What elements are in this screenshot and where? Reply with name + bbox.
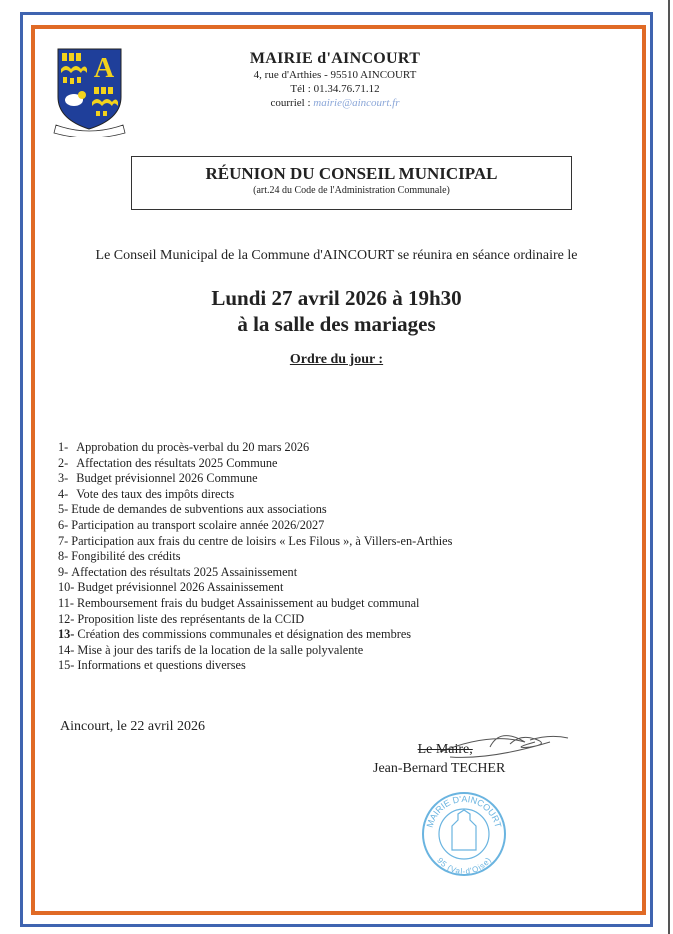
agenda-item [58, 658, 452, 674]
email-label: courriel : [270, 97, 314, 109]
letterhead [200, 50, 470, 110]
agenda-item-text: Affectation des résultats 2025 Commune [76, 455, 278, 470]
agenda-item-text: Participation aux frais du centre de loisirs « Les Filous », à Villers-en-Arthies [71, 533, 453, 548]
place-date: Aincourt, le 22 avril 2026 [60, 719, 206, 734]
agenda-item [58, 643, 452, 659]
agenda-item-number: 10- [58, 580, 75, 595]
mairie-email-line [200, 96, 470, 110]
agenda-item-text: Vote des taux des impôts directs [76, 486, 235, 501]
agenda-item-number: 12- [58, 611, 75, 626]
agenda-item [58, 487, 452, 503]
agenda-item [58, 596, 452, 612]
agenda-item-text: Approbation du procès-verbal du 20 mars 2026 [76, 440, 310, 454]
mairie-phone: Tél : 01.34.76.71.12 [290, 83, 380, 95]
svg-text:MAIRIE D'AINCOURT [425, 794, 504, 829]
meeting-info [0, 285, 673, 337]
official-stamp [420, 790, 508, 878]
agenda-item-number: 8- [58, 549, 69, 564]
agenda-item-text: Fongibilité des crédits [71, 549, 181, 564]
agenda-item-text: Etude de demandes de subventions aux associations [71, 502, 327, 517]
agenda-item [58, 456, 452, 472]
agenda-item-text: Mise à jour des tarifs de la location de la salle polyvalente [77, 642, 364, 657]
agenda-item-number: 5- [58, 502, 69, 517]
agenda-item-number: 11- [58, 595, 74, 610]
agenda-item-text: Budget prévisionnel 2026 Assainissement [77, 580, 284, 595]
page-edge [668, 0, 670, 934]
meeting-date: Lundi 27 avril 2026 à 19h30 [211, 286, 462, 310]
agenda-item [58, 440, 452, 456]
agenda-item-text: Remboursement frais du budget Assainissement au budget communal [76, 595, 420, 610]
svg-text:A: A [93, 53, 115, 84]
heading-subtitle: (art.24 du Code de l'Administration Communale) [253, 185, 450, 196]
mairie-address: 4, rue d'Arthies - 95510 AINCOURT [253, 69, 417, 81]
agenda-item [58, 627, 452, 643]
agenda-item-number: 15- [58, 658, 75, 673]
agenda-item-number: 14- [58, 642, 75, 657]
agenda-item-text: Affectation des résultats 2025 Assainissement [71, 564, 298, 579]
agenda-item-text: Participation au transport scolaire année 2026/2027 [71, 517, 325, 532]
agenda-item [58, 534, 452, 550]
heading-box [131, 156, 572, 210]
stamp-bottom-text: 95 (Val-d'Oise) [435, 855, 493, 877]
signatory-name: Jean-Bernard TECHER [373, 761, 506, 776]
agenda-item-number: 2- [58, 455, 69, 470]
agenda-item-number: 6- [58, 517, 69, 532]
agenda-item [58, 580, 452, 596]
mairie-title: MAIRIE d'AINCOURT [249, 50, 421, 67]
agenda-item [58, 502, 452, 518]
heading-title: RÉUNION DU CONSEIL MUNICIPAL [205, 164, 498, 183]
agenda-item [58, 549, 452, 565]
agenda-item-number: 4- [58, 486, 69, 501]
agenda-item-text: Proposition liste des représentants de la CCID [77, 611, 305, 626]
signatory-role: Le Maire, [417, 742, 473, 757]
agenda-item-text: Informations et questions diverses [77, 658, 246, 673]
agenda-item [58, 612, 452, 628]
agenda-item-text: Budget prévisionnel 2026 Commune [76, 471, 258, 486]
agenda-item-number: 3- [58, 471, 69, 486]
agenda-list [58, 440, 452, 674]
agenda-title: Ordre du jour : [289, 352, 384, 367]
coat-of-arms-logo [52, 45, 127, 137]
agenda-item-number: 1- [58, 440, 69, 454]
intro-text: Le Conseil Municipal de la Commune d'AINCOURT se réunira en séance ordinaire le [95, 248, 578, 263]
email-link[interactable]: mairie@aincourt.fr [313, 97, 400, 109]
agenda-item [58, 471, 452, 487]
agenda-item-number: 9- [58, 564, 69, 579]
signature-block [373, 740, 505, 778]
agenda-item-number: 13- [58, 627, 75, 642]
agenda-item [58, 518, 452, 534]
agenda-item [58, 565, 452, 581]
agenda-item-text: Création des commissions communales et désignation des membres [77, 627, 412, 642]
meeting-place: à la salle des mariages [237, 312, 436, 336]
agenda-item-number: 7- [58, 533, 69, 548]
stamp-top-text: MAIRIE D'AINCOURT [424, 793, 504, 829]
